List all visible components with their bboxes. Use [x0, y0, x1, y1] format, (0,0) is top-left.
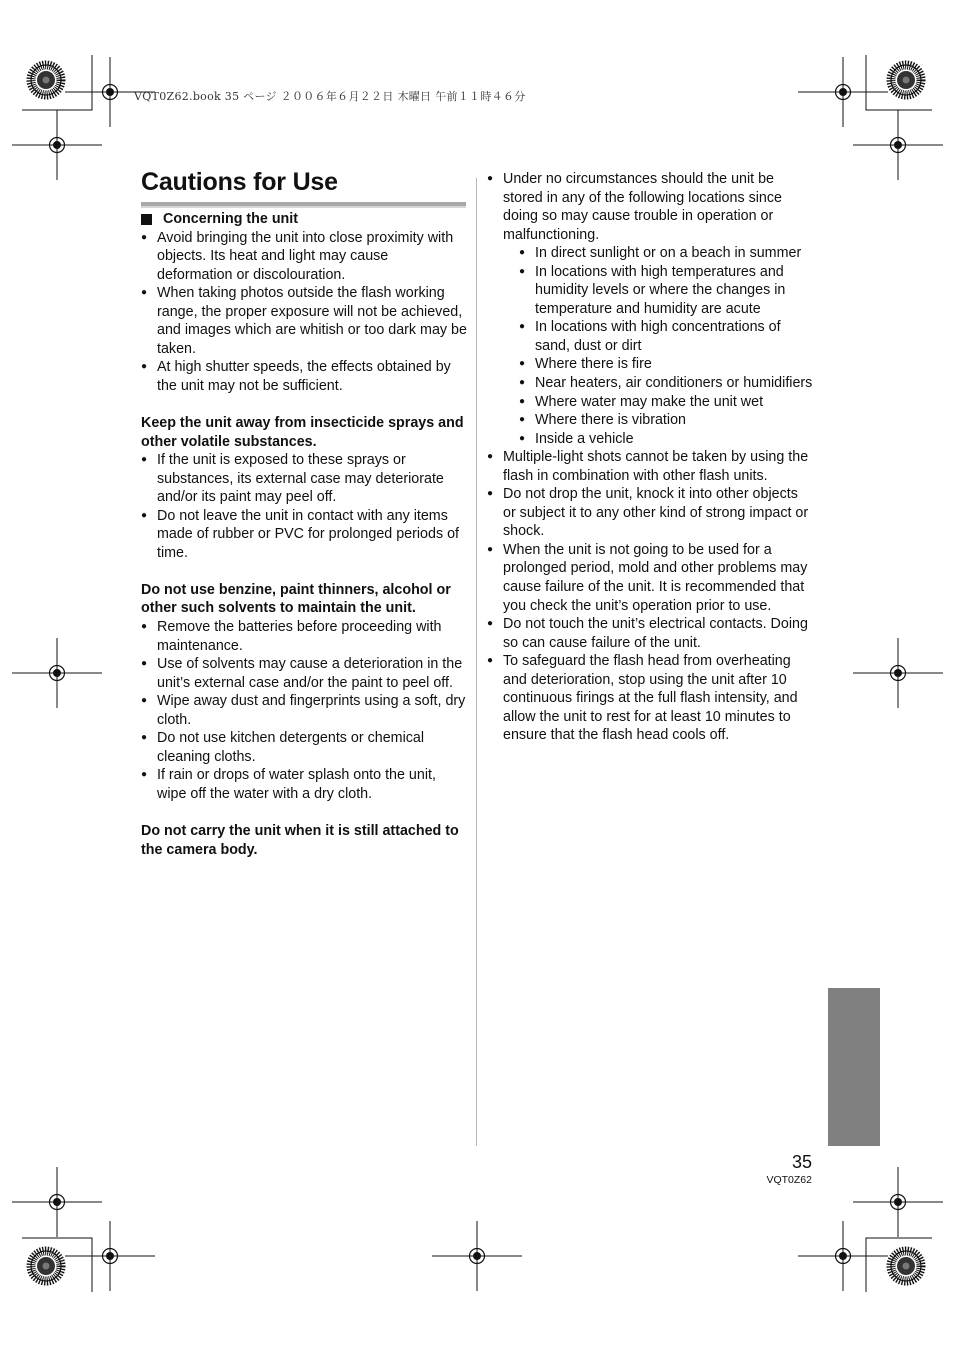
list-item	[487, 170, 813, 448]
carry-warning: Do not carry the unit when it is still attached to the camera body.	[141, 823, 459, 858]
page-title: Cautions for Use	[141, 168, 338, 196]
list-item: ● If rain or drops of water splash onto the unit, wipe off the water with a dry cloth.	[141, 766, 467, 803]
list-item: ● Wipe away dust and fingerprints using a soft, dry cloth.	[141, 692, 467, 729]
title-underline	[141, 202, 466, 208]
sub-list-item: ● Where there is vibration	[519, 411, 813, 430]
sub-list-item: ● In locations with high temperatures and humidity levels or where the changes in temperature and humidity are acute	[519, 263, 813, 319]
sub-list-item: ● In direct sunlight or on a beach in summer	[519, 244, 813, 263]
list-item: ● Do not leave the unit in contact with any items made of rubber or PVC for prolonged periods of time.	[141, 507, 467, 563]
insecticide-list	[141, 451, 467, 562]
list-item: ● To safeguard the flash head from overheating and deterioration, stop using the unit after 10 continuous firings at the full flash intensity, and allow the unit to rest for at least 10 minutes to ensure that the flash head cools off.	[487, 652, 813, 745]
list-item: ● If the unit is exposed to these sprays or substances, its external case may deteriorate and/or its paint may peel off.	[141, 451, 467, 507]
list-item: ● Remove the batteries before proceeding with maintenance.	[141, 618, 467, 655]
model-code: VQT0Z62	[766, 1174, 812, 1186]
column-divider	[476, 178, 477, 1146]
insecticide-warning: Keep the unit away from insecticide sprays and other volatile substances.	[141, 415, 464, 450]
solvent-warning: Do not use benzine, paint thinners, alcohol or other such solvents to maintain the unit.	[141, 581, 451, 617]
list-item: ● Do not drop the unit, knock it into other objects or subject it to any other kind of strong impact or shock.	[487, 485, 813, 541]
sub-list-item: ● In locations with high concentrations of sand, dust or dirt	[519, 318, 813, 355]
print-header: VQT0Z62.book 35 ページ ２００６年６月２２日 木曜日 午前１１時４６分	[134, 90, 526, 103]
section-tab	[828, 988, 880, 1146]
right-column	[487, 170, 813, 745]
page-number: 35	[791, 1152, 812, 1172]
list-item: ● Do not touch the unit’s electrical contacts. Doing so can cause failure of the unit.	[487, 615, 813, 652]
list-item: ● When taking photos outside the flash working range, the proper exposure will not be achieved, and images which are whitish or too dark may be taken.	[141, 284, 467, 358]
list-item: ● At high shutter speeds, the effects obtained by the unit may not be sufficient.	[141, 358, 467, 395]
list-item: ● Avoid bringing the unit into close proximity with objects. Its heat and light may cause deformation or discolouration.	[141, 229, 467, 285]
section-heading	[141, 210, 467, 229]
maintenance-list	[141, 618, 467, 803]
sub-list-item: ● Where water may make the unit wet	[519, 393, 813, 412]
sub-list-item: ● Inside a vehicle	[519, 430, 813, 449]
list-item: ● Do not use kitchen detergents or chemical cleaning cloths.	[141, 729, 467, 766]
list-item: ● Use of solvents may cause a deterioration in the unit’s external case and/or the paint to peel off.	[141, 655, 467, 692]
storage-list	[487, 170, 813, 745]
storage-locations-list	[503, 244, 813, 448]
storage-caution-text: Under no circumstances should the unit be stored in any of the following locations since doing so may cause trouble in operation or malfunctioning.	[503, 171, 782, 243]
sub-list-item: ● Where there is fire	[519, 355, 813, 374]
unit-cautions-list	[141, 229, 467, 396]
sub-list-item: ● Near heaters, air conditioners or humidifiers	[519, 374, 813, 393]
left-column	[141, 210, 467, 859]
square-bullet-icon	[141, 214, 152, 225]
list-item: ● Multiple-light shots cannot be taken by using the flash in combination with other flash units.	[487, 448, 813, 485]
section-heading-text: Concerning the unit	[163, 211, 299, 227]
list-item: ● When the unit is not going to be used for a prolonged period, mold and other problems may cause failure of the unit. It is recommended that you check the unit’s operation prior to use.	[487, 541, 813, 615]
